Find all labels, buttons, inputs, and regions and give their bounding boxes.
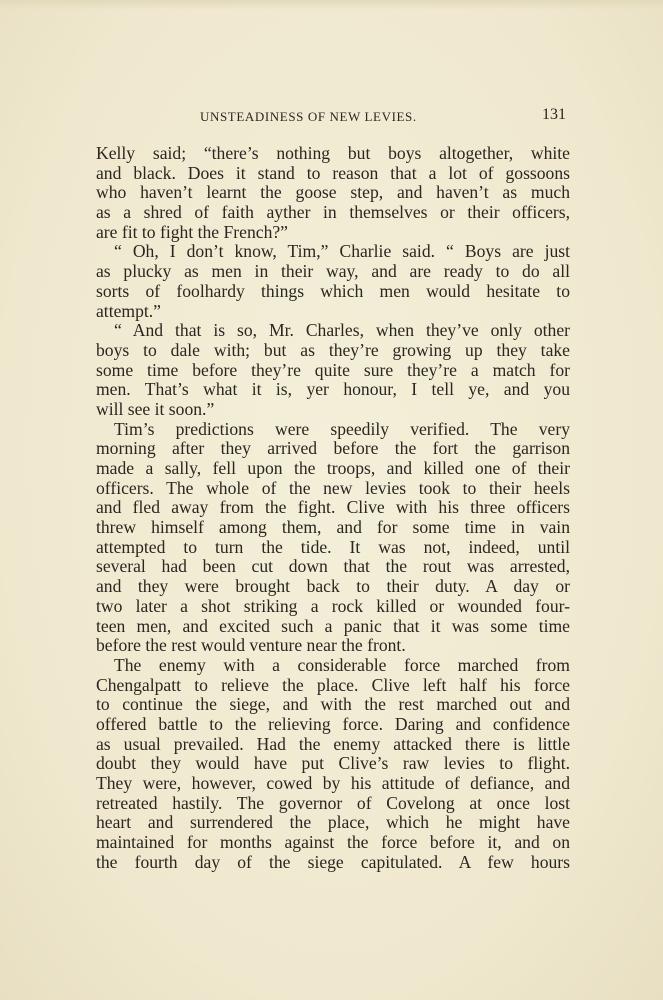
text-line: will see it soon.” (96, 399, 215, 419)
text-line: officers. The whole of the new levies took to their heels (96, 478, 570, 498)
text-line: “ And that is so, Mr. Charles, when they’ve only other (114, 321, 570, 341)
text-line: threw himself among them, and for some time in vain (96, 518, 570, 538)
text-line: attempted to turn the tide. It was not, indeed, until (96, 537, 570, 557)
text-line: teen men, and excited such a panic that it was some time (96, 616, 570, 636)
text-line: heart and surrendered the place, which he might have (96, 813, 570, 833)
text-line: offered battle to the relieving force. Daring and confidence (96, 714, 570, 734)
text-line: and they were brought back to their duty. A day or (96, 577, 570, 597)
running-head: UNSTEADINESS OF NEW LEVIES. (200, 109, 417, 124)
text-line: morning after they arrived before the fort the garrison (96, 439, 570, 459)
text-line: made a sally, fell upon the troops, and killed one of their (96, 459, 570, 478)
page-header (96, 104, 570, 128)
body-text (96, 144, 570, 872)
text-line: as a shred of faith ayther in themselves or their officers, (96, 203, 570, 223)
text-line: retreated hastily. The governor of Covelong at once lost (96, 793, 570, 813)
page-number: 131 (542, 106, 566, 123)
text-line: as usual prevailed. Had the enemy attacked there is little (96, 734, 570, 754)
text-line: attempt.” (96, 301, 161, 321)
text-line: Tim’s predictions were speedily verified. The very (114, 419, 570, 439)
text-line: doubt they would have put Clive’s raw levies to flight. (96, 754, 570, 774)
text-line: are fit to fight the French?” (96, 222, 288, 242)
text-line: as plucky as men in their way, and are ready to do all (96, 262, 570, 282)
text-line: the fourth day of the siege capitulated. A few hours (96, 852, 570, 872)
text-line: and fled away from the fight. Clive with his three officers (96, 498, 570, 518)
text-line: some time before they’re quite sure they’re a match for (96, 360, 570, 380)
text-line: boys to dale with; but as they’re growing up they take (96, 340, 570, 360)
page-edge-shadow (0, 0, 663, 10)
text-line: who haven’t learnt the goose step, and haven’t as much (96, 183, 570, 203)
text-line: men. That’s what it is, yer honour, I tell ye, and you (96, 380, 570, 400)
text-line: to continue the siege, and with the rest marched out and (96, 695, 570, 715)
text-line: Chengalpatt to relieve the place. Clive left half his force (96, 675, 570, 695)
text-line: two later a shot striking a rock killed or wounded four- (96, 596, 570, 616)
text-line: maintained for months against the force before it, and on (96, 833, 570, 853)
text-line: sorts of foolhardy things which men would hesitate to (96, 281, 570, 301)
text-line: and black. Does it stand to reason that a lot of gossoons (96, 163, 570, 183)
text-line: before the rest would venture near the front. (96, 636, 406, 656)
text-line: Kelly said; “there’s nothing but boys altogether, white (96, 144, 570, 163)
text-line: The enemy with a considerable force marched from (114, 655, 570, 675)
text-line: several had been cut down that the rout was arrested, (96, 557, 570, 577)
text-line: “ Oh, I don’t know, Tim,” Charlie said. “ Boys are just (114, 242, 570, 262)
text-line: They were, however, cowed by his attitude of defiance, and (96, 774, 570, 793)
